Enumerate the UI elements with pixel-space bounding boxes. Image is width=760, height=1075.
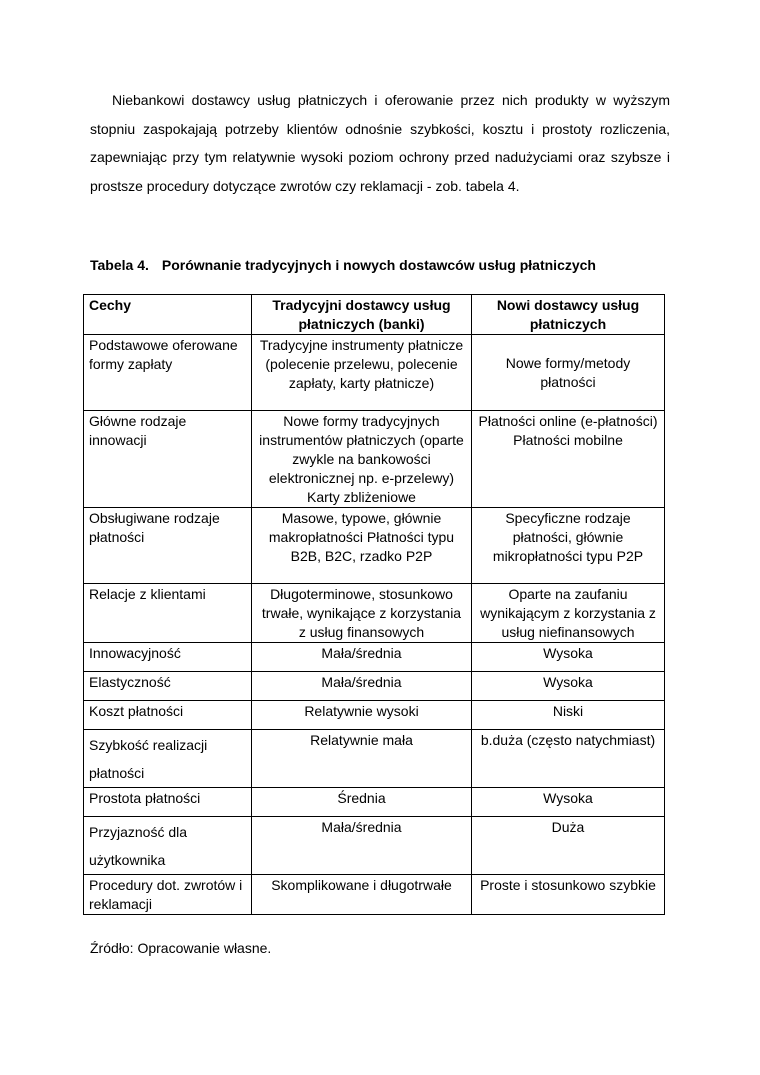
cell-feature: Główne rodzaje innowacji	[84, 411, 252, 508]
cell-new: b.duża (często natychmiast)	[472, 730, 665, 788]
table-row	[84, 643, 665, 672]
cell-feature: Podstawowe oferowane formy zapłaty	[84, 335, 252, 411]
table-header-row	[84, 295, 665, 335]
cell-traditional: Relatywnie mała	[252, 730, 472, 788]
cell-new: Wysoka	[472, 672, 665, 701]
cell-new: Duża	[472, 817, 665, 875]
cell-feature: Obsługiwane rodzaje płatności	[84, 508, 252, 584]
cell-new: Oparte na zaufaniu wynikającym z korzystania z usług niefinansowych	[472, 584, 665, 643]
cell-traditional: Masowe, typowe, głównie makropłatności Płatności typu B2B, B2C, rzadko P2P	[252, 508, 472, 584]
header-new-providers: Nowi dostawcy usług płatniczych	[472, 295, 665, 335]
cell-new: Wysoka	[472, 788, 665, 817]
table-row	[84, 701, 665, 730]
intro-paragraph: Niebankowi dostawcy usług płatniczych i oferowanie przez nich produkty w wyższym stopniu zaspokajają potrzeby klientów odnośnie szybkości, kosztu i prostoty rozliczenia, zapewniając przy tym relatywnie wysoki poziom ochrony przed nadużyciami oraz szybsze i prostsze procedury dotyczące zwrotów czy reklamacji - zob. tabela 4.	[90, 92, 670, 194]
table-row	[84, 508, 665, 584]
cell-traditional: Mała/średnia	[252, 817, 472, 875]
table-row	[84, 817, 665, 875]
cell-new: Proste i stosunkowo szybkie	[472, 875, 665, 915]
table-row	[84, 335, 665, 411]
table-row	[84, 672, 665, 701]
header-traditional-providers: Tradycyjni dostawcy usług płatniczych (banki)	[252, 295, 472, 335]
table-row	[84, 584, 665, 643]
cell-new: Nowe formy/metody płatności	[472, 335, 665, 411]
cell-traditional: Relatywnie wysoki	[252, 701, 472, 730]
comparison-table	[83, 294, 665, 915]
cell-traditional: Średnia	[252, 788, 472, 817]
table-row	[84, 730, 665, 788]
source-note: Źródło: Opracowanie własne.	[90, 940, 272, 956]
cell-new: Specyficzne rodzaje płatności, głównie mikropłatności typu P2P	[472, 508, 665, 584]
cell-feature: Prostota płatności	[84, 788, 252, 817]
cell-new: Płatności online (e-płatności) Płatności mobilne	[472, 411, 665, 508]
cell-feature: Elastyczność	[84, 672, 252, 701]
cell-traditional: Mała/średnia	[252, 672, 472, 701]
table-row	[84, 875, 665, 915]
cell-traditional: Długoterminowe, stosunkowo trwałe, wynikające z korzystania z usług finansowych	[252, 584, 472, 643]
table-caption-number: Tabela 4.	[90, 257, 149, 273]
table-row	[84, 411, 665, 508]
table-row	[84, 788, 665, 817]
cell-feature: Relacje z klientami	[84, 584, 252, 643]
cell-feature: Procedury dot. zwrotów i reklamacji	[84, 875, 252, 915]
cell-traditional: Tradycyjne instrumenty płatnicze (polecenie przelewu, polecenie zapłaty, karty płatnicze)	[252, 335, 472, 411]
header-features: Cechy	[84, 295, 252, 335]
cell-traditional: Skomplikowane i długotrwałe	[252, 875, 472, 915]
cell-new: Niski	[472, 701, 665, 730]
cell-feature: Szybkość realizacji płatności	[84, 730, 252, 788]
table-caption	[90, 254, 690, 276]
cell-feature: Koszt płatności	[84, 701, 252, 730]
cell-feature: Przyjazność dla użytkownika	[84, 817, 252, 875]
cell-traditional: Nowe formy tradycyjnych instrumentów płatniczych (oparte zwykle na bankowości elektronicznej np. e-przelewy) Karty zbliżeniowe	[252, 411, 472, 508]
cell-traditional: Mała/średnia	[252, 643, 472, 672]
cell-new: Wysoka	[472, 643, 665, 672]
table-caption-title: Porównanie tradycyjnych i nowych dostawców usług płatniczych	[161, 257, 596, 273]
cell-feature: Innowacyjność	[84, 643, 252, 672]
